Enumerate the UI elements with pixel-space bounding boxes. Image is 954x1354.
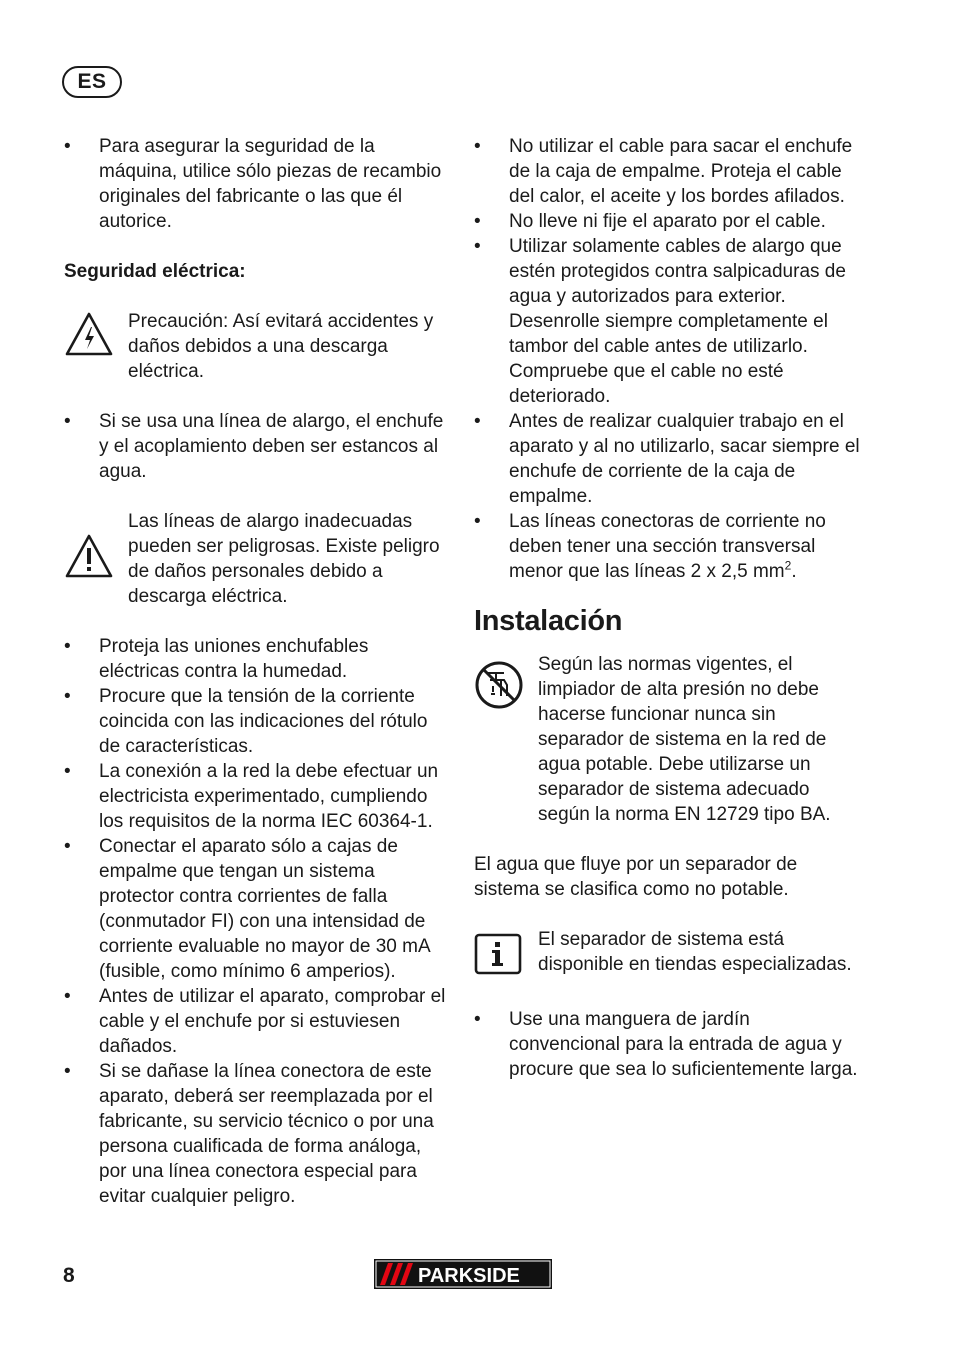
left-bullets-top — [64, 134, 450, 234]
right-column — [474, 134, 862, 1082]
bullet-dot: • — [64, 836, 71, 857]
general-warning-icon — [64, 509, 128, 586]
list-item: • No utilizar el cable para sacar el enchufe de la caja de empalme. Proteja el cable del calor, el aceite y los bordes afilados. — [474, 136, 853, 207]
right-bullets-top — [474, 134, 862, 584]
list-item: • La conexión a la red la debe efectuar un electricista experimentado, cumpliendo los requisitos de la norma IEC 60364-1. — [64, 761, 439, 832]
no-drinking-water-icon — [474, 652, 538, 717]
notice-text: Según las normas vigentes, el limpiador de alta presión no debe hacerse funcionar nunca sin separador de sistema en la red de agua potable. Debe utilizarse un separador de sistema adecuado según la norma EN 12729 tipo BA. — [538, 654, 831, 825]
list-item: • Utilizar solamente cables de alargo que estén protegidos contra salpicaduras de agua y autorizados para exterior. Desenrolle siempre completamente el tambor del cable antes de utilizarlo. Compruebe que el cable no esté deteriorado. — [474, 236, 846, 407]
bullet-dot: • — [474, 511, 481, 532]
warning-text: Las líneas de alargo inadecuadas pueden ser peligrosas. Existe peligro de daños personales debido a descarga eléctrica. — [128, 511, 440, 607]
bullet-dot: • — [64, 636, 71, 657]
superscript: 2 — [784, 558, 792, 573]
info-icon — [474, 927, 538, 982]
electric-warning-notice — [64, 309, 450, 384]
paragraph: El agua que fluye por un separador de sistema se clasifica como no potable. — [474, 854, 798, 900]
electric-warning-icon — [64, 309, 128, 364]
page-number: 8 — [63, 1264, 75, 1287]
bullet-dot: • — [64, 986, 71, 1007]
list-item: • Las líneas conectoras de corriente no deben tener una sección transversal menor que las líneas 2 x 2,5 $mm^2$. — [474, 511, 826, 582]
list-item: • No lleve ni fije el aparato por el cable. — [474, 211, 826, 232]
left-bullets-bottom — [64, 634, 450, 1209]
logo-text: PARKSIDE — [418, 1265, 520, 1287]
list-item: • Si se dañase la línea conectora de este aparato, deberá ser reemplazada por el fabricante, su servicio técnico o por una persona cualificada de forma análoga, por una línea conectora especial para evitar cualquier peligro. — [64, 1061, 434, 1207]
bullet-dot: • — [64, 136, 71, 157]
info-text: El separador de sistema está disponible en tiendas especializadas. — [538, 929, 852, 975]
section-title-installation: Instalación — [474, 605, 623, 637]
warning-text: Precaución: Así evitará accidentes y daños debidos a una descarga eléctrica. — [128, 311, 434, 382]
info-notice — [474, 927, 862, 982]
list-item: • Conectar el aparato sólo a cajas de empalme que tengan un sistema protector contra corrientes de falla (conmutador FI) con una intensidad de corriente evaluable no mayor de 30 mA (fusible, como mínimo 6 amperios). — [64, 836, 430, 982]
bullet-dot: • — [474, 136, 481, 157]
bullet-dot: • — [474, 236, 481, 257]
general-warning-notice — [64, 509, 450, 609]
no-drinking-water-notice — [474, 652, 862, 827]
list-item: • Use una manguera de jardín convencional para la entrada de agua y procure que sea lo suficientemente larga. — [474, 1009, 858, 1080]
list-item: • Antes de utilizar el aparato, comprobar el cable y el enchufe por si estuviesen dañados. — [64, 986, 446, 1057]
right-bullets-bottom — [474, 1007, 862, 1082]
bullet-dot: • — [64, 761, 71, 782]
subheading-electrical-safety: Seguridad eléctrica: — [64, 261, 246, 282]
left-bullets-mid — [64, 409, 450, 484]
list-item: • Proteja las uniones enchufables eléctricas contra la humedad. — [64, 636, 369, 682]
bullet-dot: • — [64, 686, 71, 707]
bullet-dot: • — [64, 1061, 71, 1082]
list-item: • Si se usa una línea de alargo, el enchufe y el acoplamiento deben ser estancos al agua. — [64, 411, 444, 482]
language-badge: ES — [62, 66, 122, 98]
left-column — [64, 134, 450, 1209]
list-item: • Para asegurar la seguridad de la máquina, utilice sólo piezas de recambio originales del fabricante o las que él autorice. — [64, 136, 442, 232]
parkside-logo — [374, 1259, 552, 1294]
bullet-dot: • — [474, 1009, 481, 1030]
bullet-dot: • — [474, 211, 481, 232]
list-item: • Antes de realizar cualquier trabajo en el aparato y al no utilizarlo, sacar siempre el enchufe de corriente de la caja de empalme. — [474, 411, 860, 507]
bullet-dot: • — [474, 411, 481, 432]
bullet-dot: • — [64, 411, 71, 432]
list-item: • Procure que la tensión de la corriente coincida con las indicaciones del rótulo de características. — [64, 686, 428, 757]
